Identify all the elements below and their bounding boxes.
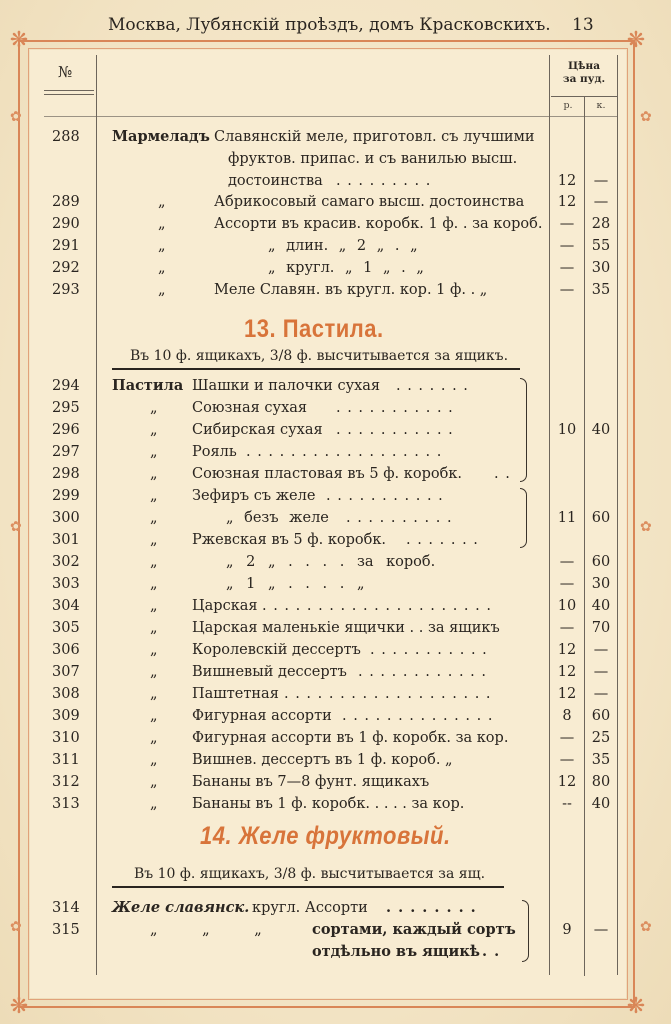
- price-rub: —: [559, 238, 575, 254]
- rub-column-divider: [549, 55, 550, 975]
- price-kop: 80: [591, 774, 611, 790]
- item-category: Пастила: [112, 377, 184, 394]
- leader-dots: . .: [482, 943, 501, 960]
- price-kop: 60: [591, 708, 611, 724]
- number-column-divider: [96, 55, 97, 975]
- leader-dots: . . . . . . .: [406, 532, 479, 548]
- price-rub: 10: [557, 422, 577, 438]
- price-kop: —: [593, 686, 609, 702]
- ditto-mark: „: [158, 282, 166, 298]
- item-description: Бананы въ 1 ф. коробк. . . . . за кор.: [192, 796, 465, 812]
- ditto-mark: „: [150, 730, 158, 746]
- item-description: „ 1 „ . . . . „: [226, 576, 365, 592]
- row-number: 315: [52, 922, 80, 938]
- price-rub: —: [559, 260, 575, 276]
- side-ornament-icon: ✿: [640, 109, 652, 125]
- ditto-mark: „: [150, 642, 158, 658]
- ditto-mark: „: [150, 774, 158, 790]
- price-rub: 12: [557, 664, 577, 680]
- number-column-header: №: [58, 63, 73, 81]
- item-description: достоинства: [228, 173, 323, 189]
- ditto-mark: „: [150, 400, 158, 416]
- price-rub: 12: [557, 686, 577, 702]
- leader-dots: . .: [494, 466, 511, 482]
- ditto-mark: „: [150, 488, 158, 504]
- right-column-divider: [617, 55, 618, 975]
- row-number: 314: [52, 900, 80, 916]
- price-kop: 60: [591, 510, 611, 526]
- item-description: „ 2 „ . . . . за короб.: [226, 554, 436, 570]
- ditto-mark: „: [150, 554, 158, 570]
- group-brace: [522, 900, 529, 962]
- price-kop: —: [593, 194, 609, 210]
- price-kop: 30: [591, 576, 611, 592]
- item-description: сортами, каждый сортъ: [312, 921, 516, 938]
- section-13-note: Въ 10 ф. ящикахъ, 3/8 ф. высчитывается за ящикъ.: [130, 348, 509, 364]
- price-kop: 40: [591, 796, 611, 812]
- ditto-mark: „: [158, 238, 166, 254]
- item-description: „ кругл. „ 1 „ . „: [268, 260, 424, 276]
- leader-dots: . . . . . . . . . . . . . .: [342, 708, 494, 724]
- leader-dots: . . . . . . . . . . . . . . . . . .: [246, 444, 443, 460]
- side-ornament-icon: ✿: [640, 519, 652, 535]
- ditto-mark: „: [150, 532, 158, 548]
- row-number: 294: [52, 378, 80, 394]
- leader-dots: . . . . . . .: [396, 378, 469, 394]
- row-number: 300: [52, 510, 80, 526]
- section-14-note-underline: [112, 886, 504, 888]
- row-number: 312: [52, 774, 80, 790]
- item-description: Абрикосовый самаго высш. достоинства: [214, 194, 525, 210]
- row-number: 306: [52, 642, 80, 658]
- item-description: Вишнев. дессертъ въ 1 ф. короб. „: [192, 752, 453, 768]
- row-number: 292: [52, 260, 80, 276]
- item-description: Рояль: [192, 444, 237, 460]
- group-brace: [520, 488, 527, 548]
- item-description: Фигурная ассорти въ 1 ф. коробк. за кор.: [192, 730, 509, 746]
- side-ornament-icon: ✿: [10, 919, 22, 935]
- row-number: 309: [52, 708, 80, 724]
- row-number: 299: [52, 488, 80, 504]
- leader-dots: . . . . . . . . . . . . . . . . . . .: [284, 686, 492, 702]
- header-rule: [44, 94, 94, 95]
- ditto-mark: „: [150, 664, 158, 680]
- ditto-mark: „: [150, 752, 158, 768]
- ditto-mark: „: [158, 194, 166, 210]
- item-description: Вишневый дессертъ: [192, 664, 347, 680]
- item-description: фруктов. припас. и съ ванилью высш.: [228, 151, 518, 167]
- item-category: Мармеладъ: [112, 128, 210, 145]
- item-description: Бананы въ 7—8 фунт. ящикахъ: [192, 774, 430, 790]
- corner-ornament-icon: ❋: [9, 994, 29, 1019]
- row-number: 295: [52, 400, 80, 416]
- ditto-mark: „: [150, 796, 158, 812]
- row-number: 307: [52, 664, 80, 680]
- item-description: Союзная пластовая въ 5 ф. коробк.: [192, 466, 462, 482]
- row-number: 304: [52, 598, 80, 614]
- item-category: Желе славянск.: [112, 899, 250, 916]
- price-header-line2: за пуд.: [562, 73, 606, 85]
- item-description: „ длин. „ 2 „ . „: [268, 238, 418, 254]
- side-ornament-icon: ✿: [640, 919, 652, 935]
- header-title: Москва, Лубянскій проѣздъ, домъ Красковскихъ.: [108, 15, 551, 35]
- leader-dots: . . . . . . . . . . . . . . . . . . . . .: [262, 598, 492, 614]
- item-description: Царская маленькіе ящички . . за ящикъ: [192, 620, 500, 636]
- corner-ornament-icon: ❋: [626, 994, 646, 1019]
- leader-dots: . . . . . . . . . . .: [336, 422, 454, 438]
- page-number: 13: [572, 15, 594, 35]
- row-number: 308: [52, 686, 80, 702]
- price-kop: 40: [591, 598, 611, 614]
- item-description: Славянскій меле, приготовл. съ лучшими: [214, 129, 535, 145]
- price-header-line1: Цѣна: [567, 60, 601, 72]
- corner-ornament-icon: ❋: [9, 28, 29, 53]
- ditto-mark: „: [158, 216, 166, 232]
- row-number: 313: [52, 796, 80, 812]
- ditto-mark: „: [150, 466, 158, 482]
- corner-ornament-icon: ❋: [626, 28, 646, 53]
- leader-dots: . . . . . . . . .: [336, 173, 432, 189]
- price-rub: —: [559, 730, 575, 746]
- item-description: Ассорти въ красив. коробк. 1 ф. . за короб.: [214, 216, 543, 232]
- price-rub: —: [559, 282, 575, 298]
- item-description: Царская: [192, 598, 258, 614]
- price-rub: 12: [557, 642, 577, 658]
- leader-dots: . . . . . . . . . . .: [370, 642, 488, 658]
- ditto-mark: „: [158, 260, 166, 276]
- row-number: 290: [52, 216, 80, 232]
- item-description: Паштетная: [192, 686, 279, 702]
- price-rub: —: [559, 554, 575, 570]
- ditto-mark: „: [150, 576, 158, 592]
- price-kop: 55: [591, 238, 611, 254]
- group-brace: [520, 378, 527, 482]
- kop-column-header: к.: [596, 100, 606, 111]
- header-rule: [44, 90, 94, 91]
- price-rub: 10: [557, 598, 577, 614]
- leader-dots: . . . . . . . . . . .: [336, 400, 454, 416]
- ditto-mark: „: [150, 510, 158, 526]
- row-number: 296: [52, 422, 80, 438]
- ditto-mark: „: [150, 422, 158, 438]
- price-rub: 11: [557, 510, 577, 526]
- section-14-title: 14. Желе фруктовый.: [200, 821, 451, 850]
- leader-dots: . . . . . . . . . . . .: [358, 664, 488, 680]
- price-kop: —: [593, 922, 609, 938]
- price-kop: 25: [591, 730, 611, 746]
- ditto-mark: „: [150, 598, 158, 614]
- rub-column-header: р.: [563, 100, 573, 111]
- price-kop: 70: [591, 620, 611, 636]
- row-number: 298: [52, 466, 80, 482]
- price-rub: 12: [557, 194, 577, 210]
- section-14-note: Въ 10 ф. ящикахъ, 3/8 ф. высчитывается за ящ.: [134, 866, 486, 882]
- price-rub: —: [559, 620, 575, 636]
- price-rub: —: [559, 752, 575, 768]
- row-number: 289: [52, 194, 80, 210]
- item-description: Шашки и палочки сухая: [192, 378, 381, 394]
- price-kop: 35: [591, 282, 611, 298]
- leader-dots: . . . . . . . . . . .: [326, 488, 444, 504]
- price-kop: —: [593, 642, 609, 658]
- side-ornament-icon: ✿: [10, 519, 22, 535]
- row-number: 297: [52, 444, 80, 460]
- price-rub: 8: [562, 708, 572, 724]
- side-ornament-icon: ✿: [10, 109, 22, 125]
- price-kop: 35: [591, 752, 611, 768]
- price-rub: 9: [562, 922, 572, 938]
- row-number: 288: [52, 129, 80, 145]
- section-13-title: 13. Пастила.: [244, 314, 384, 343]
- kop-column-divider: [584, 96, 585, 976]
- price-rub: --: [562, 796, 572, 812]
- page-header: [0, 12, 671, 38]
- price-rub: —: [559, 576, 575, 592]
- item-description: Королевскій дессертъ: [192, 642, 361, 658]
- item-description: Союзная сухая: [192, 400, 308, 416]
- item-description: Меле Славян. въ кругл. кор. 1 ф. . „: [214, 282, 488, 298]
- price-kop: 60: [591, 554, 611, 570]
- item-description: Зефиръ съ желе: [192, 488, 316, 504]
- price-kop: 40: [591, 422, 611, 438]
- item-description: Ржевская въ 5 ф. коробк.: [192, 532, 387, 548]
- price-kop: 30: [591, 260, 611, 276]
- item-description: „ безъ желе: [226, 510, 329, 526]
- item-description: Сибирская сухая: [192, 422, 323, 438]
- price-rub: 12: [557, 774, 577, 790]
- row-number: 301: [52, 532, 80, 548]
- item-description: отдѣльно въ ящикѣ: [312, 943, 480, 960]
- price-kop: 28: [591, 216, 611, 232]
- price-rub: —: [559, 216, 575, 232]
- ditto-mark: „: [150, 686, 158, 702]
- row-number: 293: [52, 282, 80, 298]
- row-number: 311: [52, 752, 80, 768]
- item-description: кругл. Ассорти: [252, 900, 368, 916]
- ditto-mark: „: [150, 444, 158, 460]
- row-number: 305: [52, 620, 80, 636]
- section-13-note-underline: [112, 368, 520, 370]
- price-kop: —: [593, 664, 609, 680]
- leader-dots: . . . . . . . . . .: [346, 510, 453, 526]
- ditto-mark: „: [150, 620, 158, 636]
- price-kop: —: [593, 173, 609, 189]
- row-number: 310: [52, 730, 80, 746]
- header-bottom-rule: [44, 116, 617, 117]
- row-number: 302: [52, 554, 80, 570]
- row-number: 303: [52, 576, 80, 592]
- item-description: Фигурная ассорти: [192, 708, 332, 724]
- ditto-mark: „ „ „: [150, 922, 262, 938]
- leader-dots: . . . . . . . .: [386, 899, 477, 916]
- price-rub: 12: [557, 173, 577, 189]
- row-number: 291: [52, 238, 80, 254]
- ditto-mark: „: [150, 708, 158, 724]
